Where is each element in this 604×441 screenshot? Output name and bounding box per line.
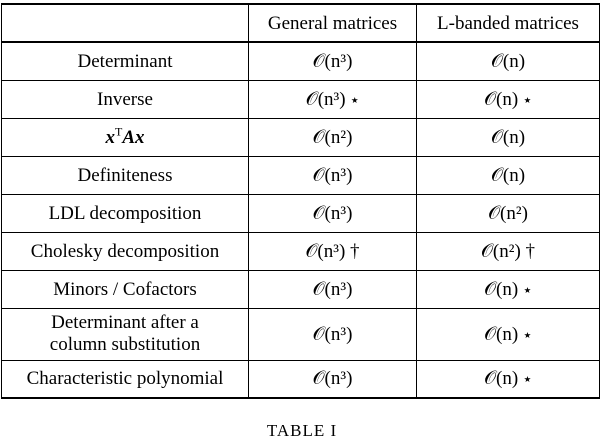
general-complexity: 𝒪(n³): [249, 308, 417, 360]
header-general-matrices: General matrices: [249, 4, 417, 42]
row-label: Cholesky decomposition: [2, 232, 249, 270]
row-label: Inverse: [2, 80, 249, 118]
row-label-line-2: column substitution: [49, 334, 201, 355]
table-row: [2, 80, 600, 118]
banded-complexity: 𝒪(n) ⋆: [417, 270, 600, 308]
row-label-multiline: [2, 308, 249, 360]
table-row: [2, 308, 600, 360]
banded-complexity: 𝒪(n) ⋆: [417, 308, 600, 360]
table-row: [2, 156, 600, 194]
table-row: [2, 42, 600, 80]
general-complexity: 𝒪(n³) ⋆: [249, 80, 417, 118]
row-label: Definiteness: [2, 156, 249, 194]
table-row: [2, 118, 600, 156]
row-label: Characteristic polynomial: [2, 360, 249, 398]
general-complexity: 𝒪(n²): [249, 118, 417, 156]
row-label: LDL decomposition: [2, 194, 249, 232]
complexity-table: [1, 3, 600, 399]
row-label: Determinant: [2, 42, 249, 80]
banded-complexity: 𝒪(n): [417, 156, 600, 194]
banded-complexity: 𝒪(n): [417, 118, 600, 156]
row-label-text: [50, 312, 200, 356]
row-label: Minors / Cofactors: [2, 270, 249, 308]
transpose-superscript: T: [114, 124, 123, 139]
table-caption: TABLE I: [266, 421, 338, 440]
header-row: [2, 4, 600, 42]
row-label-line-1: Determinant after a: [51, 312, 199, 334]
general-complexity: 𝒪(n³): [249, 156, 417, 194]
header-l-banded-matrices: L-banded matrices: [417, 4, 600, 42]
table-row: [2, 232, 600, 270]
general-complexity: 𝒪(n³): [249, 194, 417, 232]
general-complexity: 𝒪(n³) †: [249, 232, 417, 270]
banded-complexity: 𝒪(n²): [417, 194, 600, 232]
banded-complexity: 𝒪(n) ⋆: [417, 80, 600, 118]
general-complexity: 𝒪(n³): [249, 270, 417, 308]
vector-x: x: [105, 126, 115, 148]
banded-complexity: 𝒪(n): [417, 42, 600, 80]
general-complexity: 𝒪(n³): [249, 360, 417, 398]
table-row: [2, 270, 600, 308]
matrix-a-vector-x: Ax: [122, 126, 145, 148]
banded-complexity: 𝒪(n²) †: [417, 232, 600, 270]
banded-complexity: 𝒪(n) ⋆: [417, 360, 600, 398]
table-row: [2, 194, 600, 232]
header-blank-cell: [2, 4, 249, 42]
row-label-quadratic-form: [2, 118, 249, 156]
general-complexity: 𝒪(n³): [249, 42, 417, 80]
table-row: [2, 360, 600, 398]
